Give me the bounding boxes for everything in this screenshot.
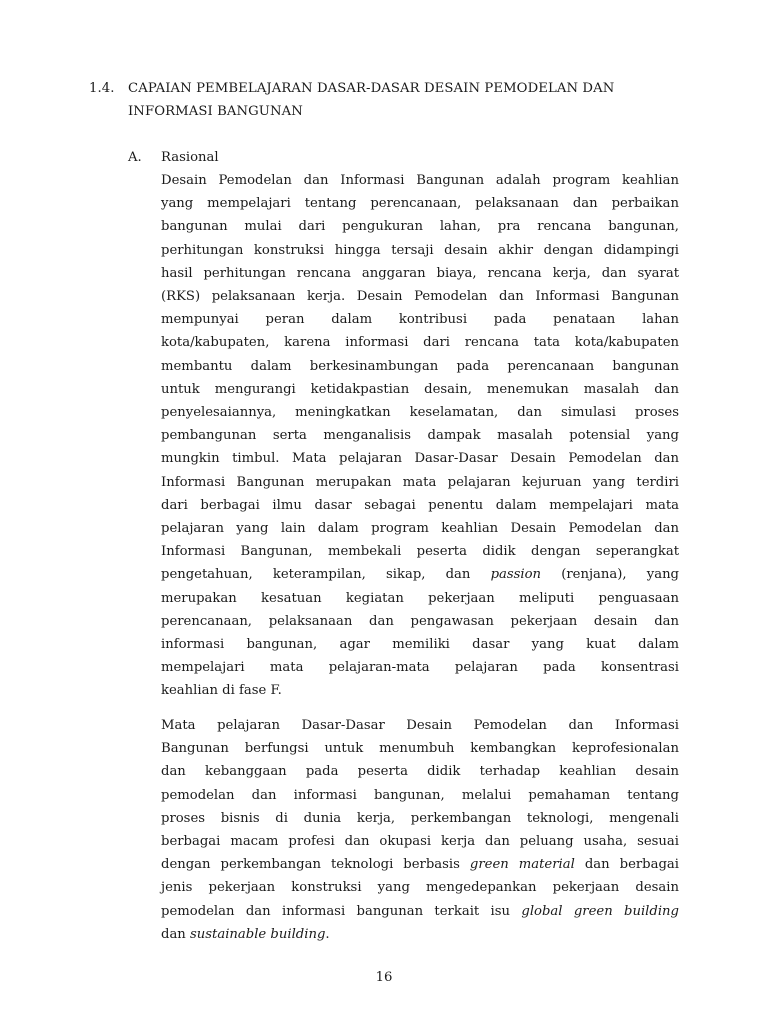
section-title-line-1: CAPAIAN PEMBELAJARAN DASAR-DASAR DESAIN PEMODELAN DAN bbox=[128, 81, 615, 96]
text-line: merupakan kesatuan kegiatan pekerjaan meliputi penguasaan bbox=[161, 590, 679, 606]
section-title-line-2: INFORMASI BANGUNAN bbox=[128, 104, 303, 119]
subsection-label: Rasional bbox=[161, 150, 219, 165]
text-line: hasil perhitungan rencana anggaran biaya, rencana kerja, dan syarat bbox=[161, 265, 679, 281]
text-line: perencanaan, pelaksanaan dan pengawasan pekerjaan desain dan bbox=[161, 613, 679, 629]
text-line: kota/kabupaten, karena informasi dari rencana tata kota/kabupaten bbox=[161, 335, 679, 351]
section-heading bbox=[89, 77, 689, 123]
text-line: berbagai macam profesi dan okupasi kerja dan peluang usaha, sesuai bbox=[161, 834, 679, 850]
text-segment: (renjana), yang bbox=[541, 567, 680, 583]
text-line: Desain Pemodelan dan Informasi Bangunan adalah program keahlian bbox=[161, 173, 679, 188]
italic-term: sustainable building bbox=[190, 926, 326, 942]
text-line: membantu dalam berkesinambungan pada perencanaan bangunan bbox=[161, 358, 679, 374]
subsection-letter: A. bbox=[128, 150, 142, 165]
italic-term: green material bbox=[469, 857, 575, 873]
text-line: bangunan mulai dari pengukuran lahan, pra rencana bangunan, bbox=[161, 219, 679, 235]
italic-term: global green building bbox=[521, 903, 679, 919]
paragraph-rasional-1 bbox=[161, 169, 679, 703]
text-segment: pengetahuan, keterampilan, sikap, dan bbox=[161, 567, 491, 583]
text-segment: dengan perkembangan teknologi berbasis bbox=[161, 857, 470, 873]
text-segment: . bbox=[325, 926, 330, 942]
text-line: mungkin timbul. Mata pelajaran Dasar-Dasar Desain Pemodelan dan bbox=[161, 451, 679, 467]
text-line: yang mempelajari tentang perencanaan, pelaksanaan dan perbaikan bbox=[161, 196, 679, 212]
text-line: untuk mengurangi ketidakpastian desain, menemukan masalah dan bbox=[161, 381, 679, 397]
text-line: pemodelan dan informasi bangunan, melalui pemahaman tentang bbox=[161, 787, 679, 803]
paragraph-rasional-2 bbox=[161, 714, 679, 946]
page-number: 16 bbox=[375, 970, 393, 985]
text-line bbox=[161, 853, 679, 876]
text-line: Informasi Bangunan merupakan mata pelajaran kejuruan yang terdiri bbox=[161, 474, 679, 490]
text-segment: pemodelan dan informasi bangunan terkait isu bbox=[161, 903, 522, 919]
text-line bbox=[161, 923, 679, 946]
text-line: Informasi Bangunan, membekali peserta didik dengan seperangkat bbox=[161, 544, 679, 560]
text-line: (RKS) pelaksanaan kerja. Desain Pemodelan dan Informasi Bangunan bbox=[161, 289, 679, 305]
text-line: perhitungan konstruksi hingga tersaji desain akhir dengan didampingi bbox=[161, 242, 679, 258]
text-line: pelajaran yang lain dalam program keahlian Desain Pemodelan dan bbox=[161, 521, 679, 537]
italic-term: passion bbox=[490, 567, 542, 583]
text-line: mempelajari mata pelajaran-mata pelajaran pada konsentrasi bbox=[161, 660, 679, 676]
text-line: keahlian di fase F. bbox=[161, 683, 282, 699]
text-line: pembangunan serta menganalisis dampak masalah potensial yang bbox=[161, 428, 679, 444]
subsection-heading bbox=[128, 146, 219, 169]
text-line: Mata pelajaran Dasar-Dasar Desain Pemodelan dan Informasi bbox=[161, 718, 679, 733]
text-line bbox=[161, 900, 679, 923]
text-line: penyelesaiannya, meningkatkan keselamatan, dan simulasi proses bbox=[161, 405, 679, 421]
text-line: mempunyai peran dalam kontribusi pada penataan lahan bbox=[161, 312, 679, 328]
text-line: proses bisnis di dunia kerja, perkembangan teknologi, mengenali bbox=[161, 810, 679, 826]
text-segment: dan berbagai bbox=[574, 857, 680, 873]
text-line bbox=[161, 563, 679, 586]
text-line: dari berbagai ilmu dasar sebagai penentu dalam mempelajari mata bbox=[161, 497, 679, 513]
text-line: Bangunan berfungsi untuk menumbuh kembangkan keprofesionalan bbox=[161, 741, 679, 757]
text-segment: dan bbox=[161, 926, 190, 942]
section-number: 1.4. bbox=[89, 81, 115, 96]
text-line: jenis pekerjaan konstruksi yang mengedepankan pekerjaan desain bbox=[161, 880, 679, 896]
text-line: informasi bangunan, agar memiliki dasar yang kuat dalam bbox=[161, 637, 679, 653]
text-line: dan kebanggaan pada peserta didik terhadap keahlian desain bbox=[161, 764, 679, 780]
